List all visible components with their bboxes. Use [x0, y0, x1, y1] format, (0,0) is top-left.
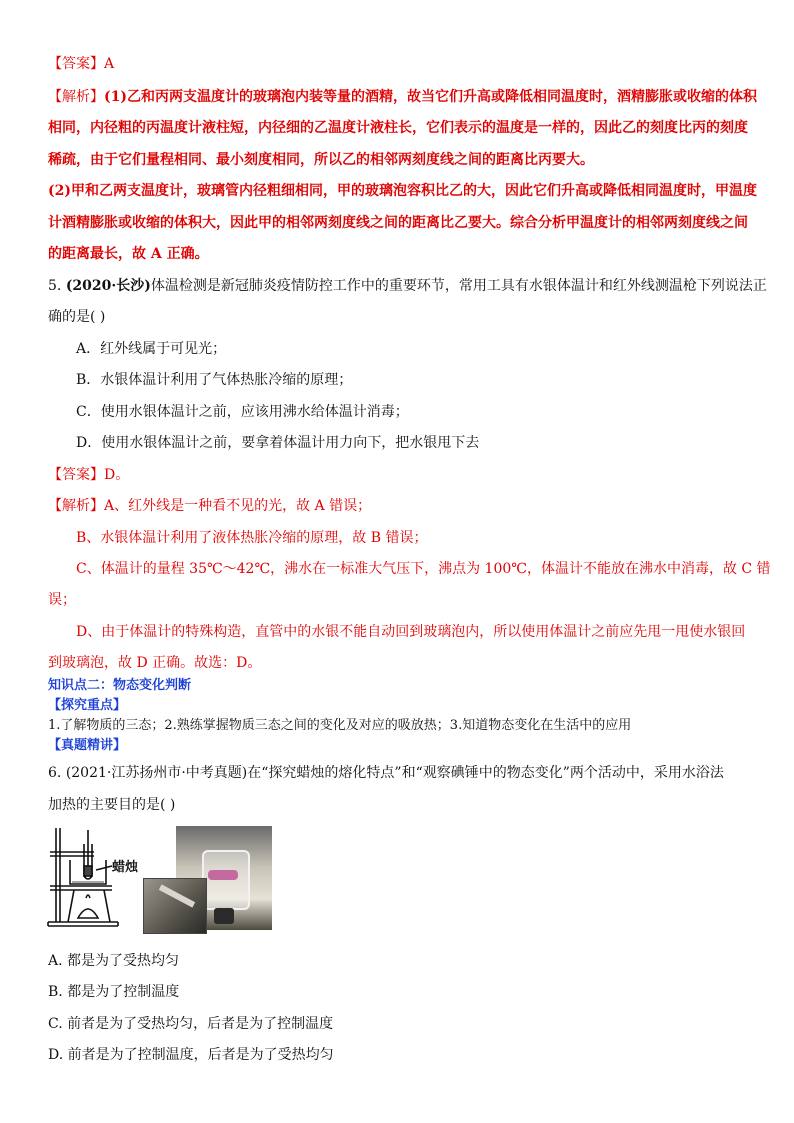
q6-option-d: D. 前者是为了控制温度，后者是为了受热均匀 — [48, 1047, 334, 1063]
q6-stem-text: (2021·江苏扬州市·中考真题)在“探究蜡烛的熔化特点”和“观察碘锤中的物态变化”两个活动中，采用水浴法 — [65, 765, 724, 781]
jar-shape — [202, 850, 250, 910]
q5-analysis-line-5: D、由于体温计的特殊构造，直管中的水银不能自动回到玻璃泡内，所以使用体温计之前应先甩一甩使水银回 — [76, 624, 746, 640]
q4-analysis-line-1 — [48, 87, 757, 107]
q4-analysis-line-2: 相同，内径粗的丙温度计液柱短，内径细的乙温度计液柱长，它们表示的温度是一样的，因此乙的刻度比丙的刻度 — [48, 120, 748, 136]
q5-option-d: D．使用水银体温计之前，要拿着体温计用力向下，把水银甩下去 — [76, 435, 480, 451]
q5-analysis-label: 【解析】 — [48, 498, 104, 514]
q4-analysis-line-3: 稀疏，由于它们量程相同、最小刻度相同，所以乙的相邻两刻度线之间的距离比丙要大。 — [48, 152, 594, 168]
q6-number: 6. — [48, 765, 62, 781]
iodine-hammer-photo — [143, 878, 207, 934]
q6-option-c: C. 前者是为了受热均匀，后者是为了控制温度 — [48, 1016, 334, 1032]
q5-option-c: C．使用水银体温计之前，应该用沸水给体温计消毒； — [76, 404, 409, 420]
burner — [214, 908, 234, 924]
q4-analysis-text: (1)乙和丙两支温度计的玻璃泡内装等量的酒精，故当它们升高或降低相同温度时，酒精膨胀或收缩的体积 — [104, 89, 757, 105]
q4-analysis-line-4: (2)甲和乙两支温度计，玻璃管内径粗细相同，甲的玻璃泡容积比乙的大，因此它们升高或降低相同温度时，甲温度 — [48, 183, 757, 199]
q5-analysis-line-3: C、体温计的量程 35℃～42℃，沸水在一标准大气压下，沸点为 100℃，体温计不能放在沸水中消毒，故 C 错 — [76, 561, 771, 577]
q5-stem-line-1 — [48, 276, 767, 296]
q5-option-b: B．水银体温计利用了气体热胀冷缩的原理； — [76, 372, 353, 388]
focus-text: 1.了解物质的三态；2.熟练掌握物质三态之间的变化及对应的吸放热；3.知道物态变化在生活中的应用 — [48, 718, 632, 733]
section-title: 知识点二：物态变化判断 — [48, 678, 192, 693]
q5-analysis-line-1 — [48, 496, 371, 516]
q5-stem-text: 体温检测是新冠肺炎疫情防控工作中的重要环节，常用工具有水银体温计和红外线测温枪下列说法正 — [150, 278, 767, 294]
q6-option-b: B. 都是为了控制温度 — [48, 984, 180, 1000]
q5-analysis-line-4: 误； — [48, 592, 76, 608]
q5-answer: 【答案】D。 — [48, 467, 130, 483]
q4-analysis-line-6: 的距离最长，故 A 正确。 — [48, 246, 209, 262]
q4-analysis-line-5: 计酒精膨胀或收缩的体积大，因此甲的相邻两刻度线之间的距离比乙要大。综合分析甲温度计的相邻两刻度线之间 — [48, 215, 748, 231]
q5-analysis-line-6: 到玻璃泡，故 D 正确。故选：D。 — [48, 655, 262, 671]
iodine-tube — [208, 870, 238, 880]
q6-option-a: A. 都是为了受热均匀 — [48, 953, 180, 969]
q6-stem-line-2: 加热的主要目的是( ) — [48, 797, 176, 813]
q5-analysis-a: A、红外线是一种看不见的光，故 A 错误； — [104, 498, 372, 514]
q5-source: (2020·长沙) — [65, 278, 151, 294]
wax-label: 蜡烛 — [112, 860, 139, 875]
q5-number: 5. — [48, 278, 62, 294]
q4-answer: 【答案】A — [48, 56, 115, 72]
water-bath-apparatus-diagram — [46, 826, 146, 930]
focus-label: 【探究重点】 — [48, 698, 127, 713]
exam-label: 【真题精讲】 — [48, 738, 127, 753]
q4-analysis-label: 【解析】 — [48, 89, 104, 105]
q5-option-a: A．红外线属于可见光； — [76, 341, 227, 357]
q5-stem-line-2: 确的是( ) — [48, 309, 106, 325]
q5-analysis-line-2: B、水银体温计利用了液体热胀冷缩的原理，故 B 错误； — [76, 530, 428, 546]
tube-in-hand — [159, 884, 195, 907]
q6-stem-line-1 — [48, 763, 724, 783]
